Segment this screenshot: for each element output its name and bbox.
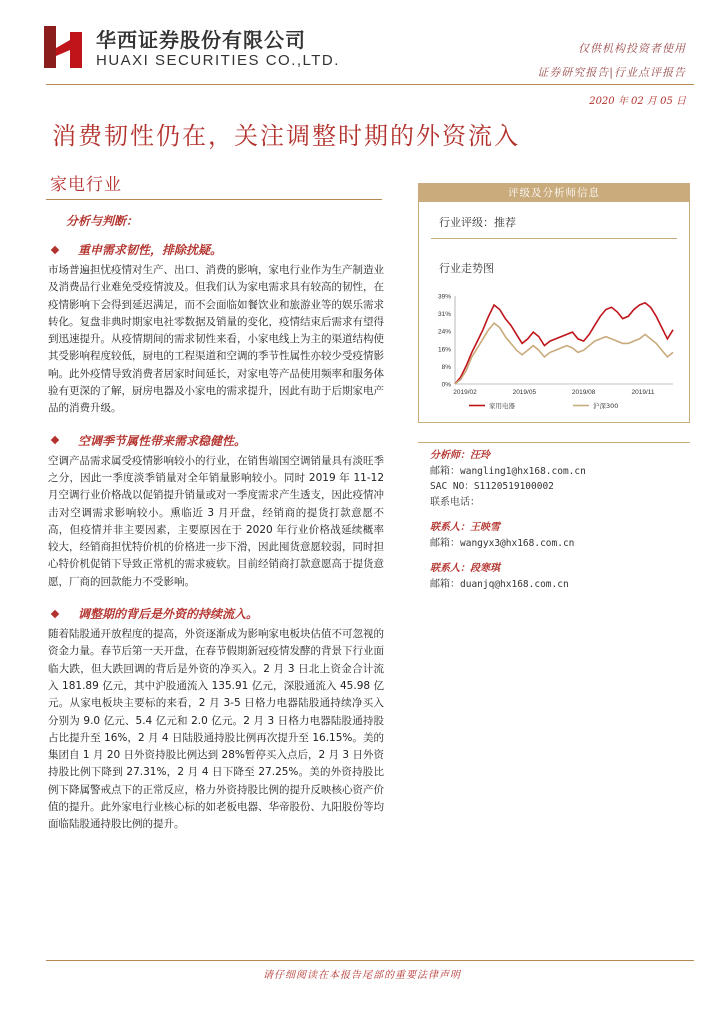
contact2-email-label: 邮箱： [430, 578, 460, 590]
rating-box-header: 评级及分析师信息 [419, 184, 689, 202]
contact1-email[interactable]: wangyx3@hx168.com.cn [460, 537, 575, 549]
x-tick-label: 2019/02 [453, 389, 477, 396]
contact1-email-label: 邮箱： [430, 537, 460, 549]
sac-label: SAC NO： [430, 481, 474, 492]
analyst-email[interactable]: wangling1@hx168.com.cn [460, 465, 586, 477]
section-title-text: 调整期的背后是外资的持续流入。 [78, 607, 259, 622]
report-title: 消费韧性仍在，关注调整时期的外资流入 [52, 122, 520, 150]
analysis-section [48, 432, 384, 591]
company-name-en: HUAXI SECURITIES CO.,LTD. [96, 52, 340, 69]
section-title-text: 空调季节属性带来需求稳健性。 [78, 433, 247, 448]
footer-divider [46, 960, 694, 961]
analysis-heading: 分析与判断： [66, 214, 139, 228]
industry-rating [439, 214, 516, 230]
rating-divider [431, 238, 677, 239]
y-tick-label: 39% [437, 293, 451, 301]
section-title [48, 605, 384, 622]
y-tick-label: 24% [437, 328, 451, 336]
section-title [48, 241, 384, 258]
contact1-name: 王映雪 [470, 522, 500, 533]
section-body: 空调产品需求属受疫情影响较小的行业，在销售端国空调销量具有淡旺季之分，因此一季度淡季销量对全年销量影响较小。同时 2019 年 11-12 月空调行业价格战以促销提升销量或对一季度需求产生透支，因此疫情冲击对空调需求影响较小。熏临近 3 月开盘，经销商的提货打款意愿不高，但疫情并非主要因素，主要原因在于 2020 年行业价格战延续概率较大，经销商担忧特价机的价格进一步下滑，因此囤货意愿较弱，同时担心特价机促销下导致正常机的需求疲软。目前经销商打款意愿高于提货意愿，厂商的回款能力不受影响。 [48, 454, 384, 588]
contacts-divider [418, 442, 690, 443]
section-body: 市场普遍担忧疫情对生产、出口、消费的影响，家电行业作为生产制造业及消费品行业难免受疫情波及。但我们认为家电需求具有较高的韧性，在疫情影响下会得到延迟满足，而不会面临如餐饮业和旅游业等的娱乐需求转化。复盘非典时期家电社零数据及销量的变化，疫情结束后需求有望得到迅速提升。从疫情期间的需求韧性来看，小家电线上为主的渠道结构使其受影响程度较低，厨电的工程渠道和空调的季节性属性亦较少受疫情影响。此外疫情导致消费者居家时间延长，对家电等产品使用频率和服务体验有更深的了解，厨房电器及小家电的需求提升，因此有助于后期家电产品的消费升级。 [48, 264, 384, 415]
header-divider [46, 84, 694, 85]
rating-box [418, 183, 690, 423]
trend-chart-title: 行业走势图 [439, 262, 494, 275]
industry-divider [46, 199, 382, 200]
analyst-label: 分析师： [430, 450, 470, 461]
contact2-name: 段寒琪 [470, 563, 500, 574]
rating-column [418, 183, 690, 423]
analyst-name: 汪玲 [470, 450, 490, 461]
sac-number: S1120519100002 [473, 481, 554, 492]
contact1-label: 联系人： [430, 522, 470, 533]
y-tick-label: 31% [437, 311, 451, 319]
section-title-text: 重申需求韧性，排除扰疑。 [78, 243, 223, 257]
series-line-1 [455, 303, 673, 384]
phone-label: 联系电话： [430, 496, 480, 508]
section-body: 随着陆股通开放程度的提高，外资逐渐成为影响家电板块估值不可忽视的资金力量。春节后第一天开盘，在春节假期新冠疫情发酵的背景下行业面临大跌，但大跌回调的背后是外资的净买入。2 月 3 日北上资金合计流入 181.89 亿元，其中沪股通流入 135.91 亿元，深股通流入 45.98 亿元。从家电板块主要标的来看，2 月 3-5 日格力电器陆股通持续净买入分别为 9.0 亿元、5.4 亿元和 2.0 亿元。2 月 3 日格力电器陆股通持股占比提升至 16%，2 月 4 日陆股通持股比例再次提升至 16.15%。美的集团自 1 月 20 日外资持股比例达到 28%暂停买入点后，2 月 3 日外资持股比例下降到 27.31%，2 月 4 日下降至 27.25%。美的外资持股比例下降属警戒点下的正常反应，格力外资持股比例的提升反映核心资产价值的提升。此外家电行业核心标的如老板电器、华帝股份、九阳股份等均面临陆股通持股比例的提升。 [48, 628, 384, 831]
report-type: 证券研究报告|行业点评报告 [537, 66, 686, 79]
company-name-cn: 华西证券股份有限公司 [96, 28, 306, 52]
diamond-bullet-icon [51, 436, 59, 444]
contacts-panel [430, 448, 690, 592]
diamond-bullet-icon [51, 245, 59, 253]
legend-label: 家用电器 [489, 402, 515, 410]
contact2-label: 联系人： [430, 563, 470, 574]
analysis-section [48, 605, 384, 834]
trend-chart [429, 288, 685, 418]
analysis-section [48, 241, 384, 418]
series-line-2 [455, 323, 673, 384]
x-tick-label: 2019/11 [631, 389, 655, 396]
report-date: 2020 年 02 月 05 日 [589, 96, 686, 107]
legal-notice: 请仔细阅读在本报告尾部的重要法律声明 [263, 970, 461, 981]
diamond-bullet-icon [51, 609, 59, 617]
x-tick-label: 2019/05 [512, 389, 537, 396]
x-tick-label: 2019/08 [571, 389, 596, 396]
rating-value: 推荐 [494, 216, 516, 229]
y-tick-label: 8% [441, 363, 451, 371]
investor-note: 仅供机构投资者使用 [578, 42, 686, 55]
section-title [48, 432, 384, 449]
company-logo [44, 26, 82, 68]
rating-label: 行业评级： [439, 216, 494, 229]
contact2-email[interactable]: duanjq@hx168.com.cn [460, 578, 569, 590]
analyst-email-label: 邮箱： [430, 465, 460, 477]
analysis-column [48, 212, 384, 848]
y-tick-label: 16% [437, 346, 451, 354]
y-tick-label: 0% [441, 381, 451, 389]
legend-label: 沪深300 [593, 402, 619, 410]
industry-label: 家电行业 [50, 175, 122, 195]
